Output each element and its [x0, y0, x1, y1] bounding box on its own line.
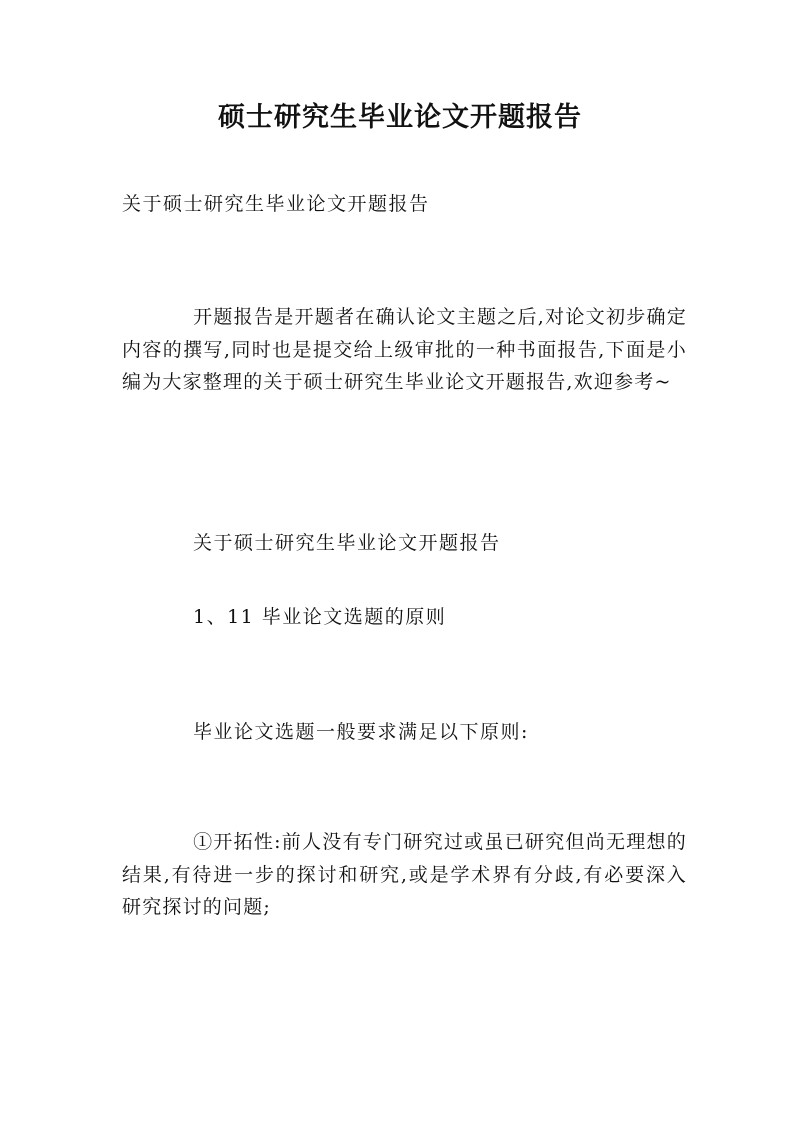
section-heading: 关于硕士研究生毕业论文开题报告	[193, 532, 501, 554]
intro-paragraph-text: 开题报告是开题者在确认论文主题之后,对论文初步确定内容的撰写,同时也是提交给上级审批的一种书面报告,下面是小编为大家整理的关于硕士研究生毕业论文开题报告,欢迎参考~	[122, 306, 687, 393]
document-title: 硕士研究生毕业论文开题报告	[218, 102, 582, 133]
intro-paragraph	[122, 301, 687, 399]
principles-intro: 毕业论文选题一般要求满足以下原则:	[193, 721, 529, 743]
principle-1-paragraph	[122, 826, 687, 924]
principle-1-text: ①开拓性:前人没有专门研究过或虽已研究但尚无理想的结果,有待进一步的探讨和研究,或是学术界有分歧,有必要深入研究探讨的问题;	[122, 831, 687, 918]
document-subtitle: 关于硕士研究生毕业论文开题报告	[122, 193, 430, 215]
item-heading: 1、11 毕业论文选题的原则	[193, 606, 447, 628]
